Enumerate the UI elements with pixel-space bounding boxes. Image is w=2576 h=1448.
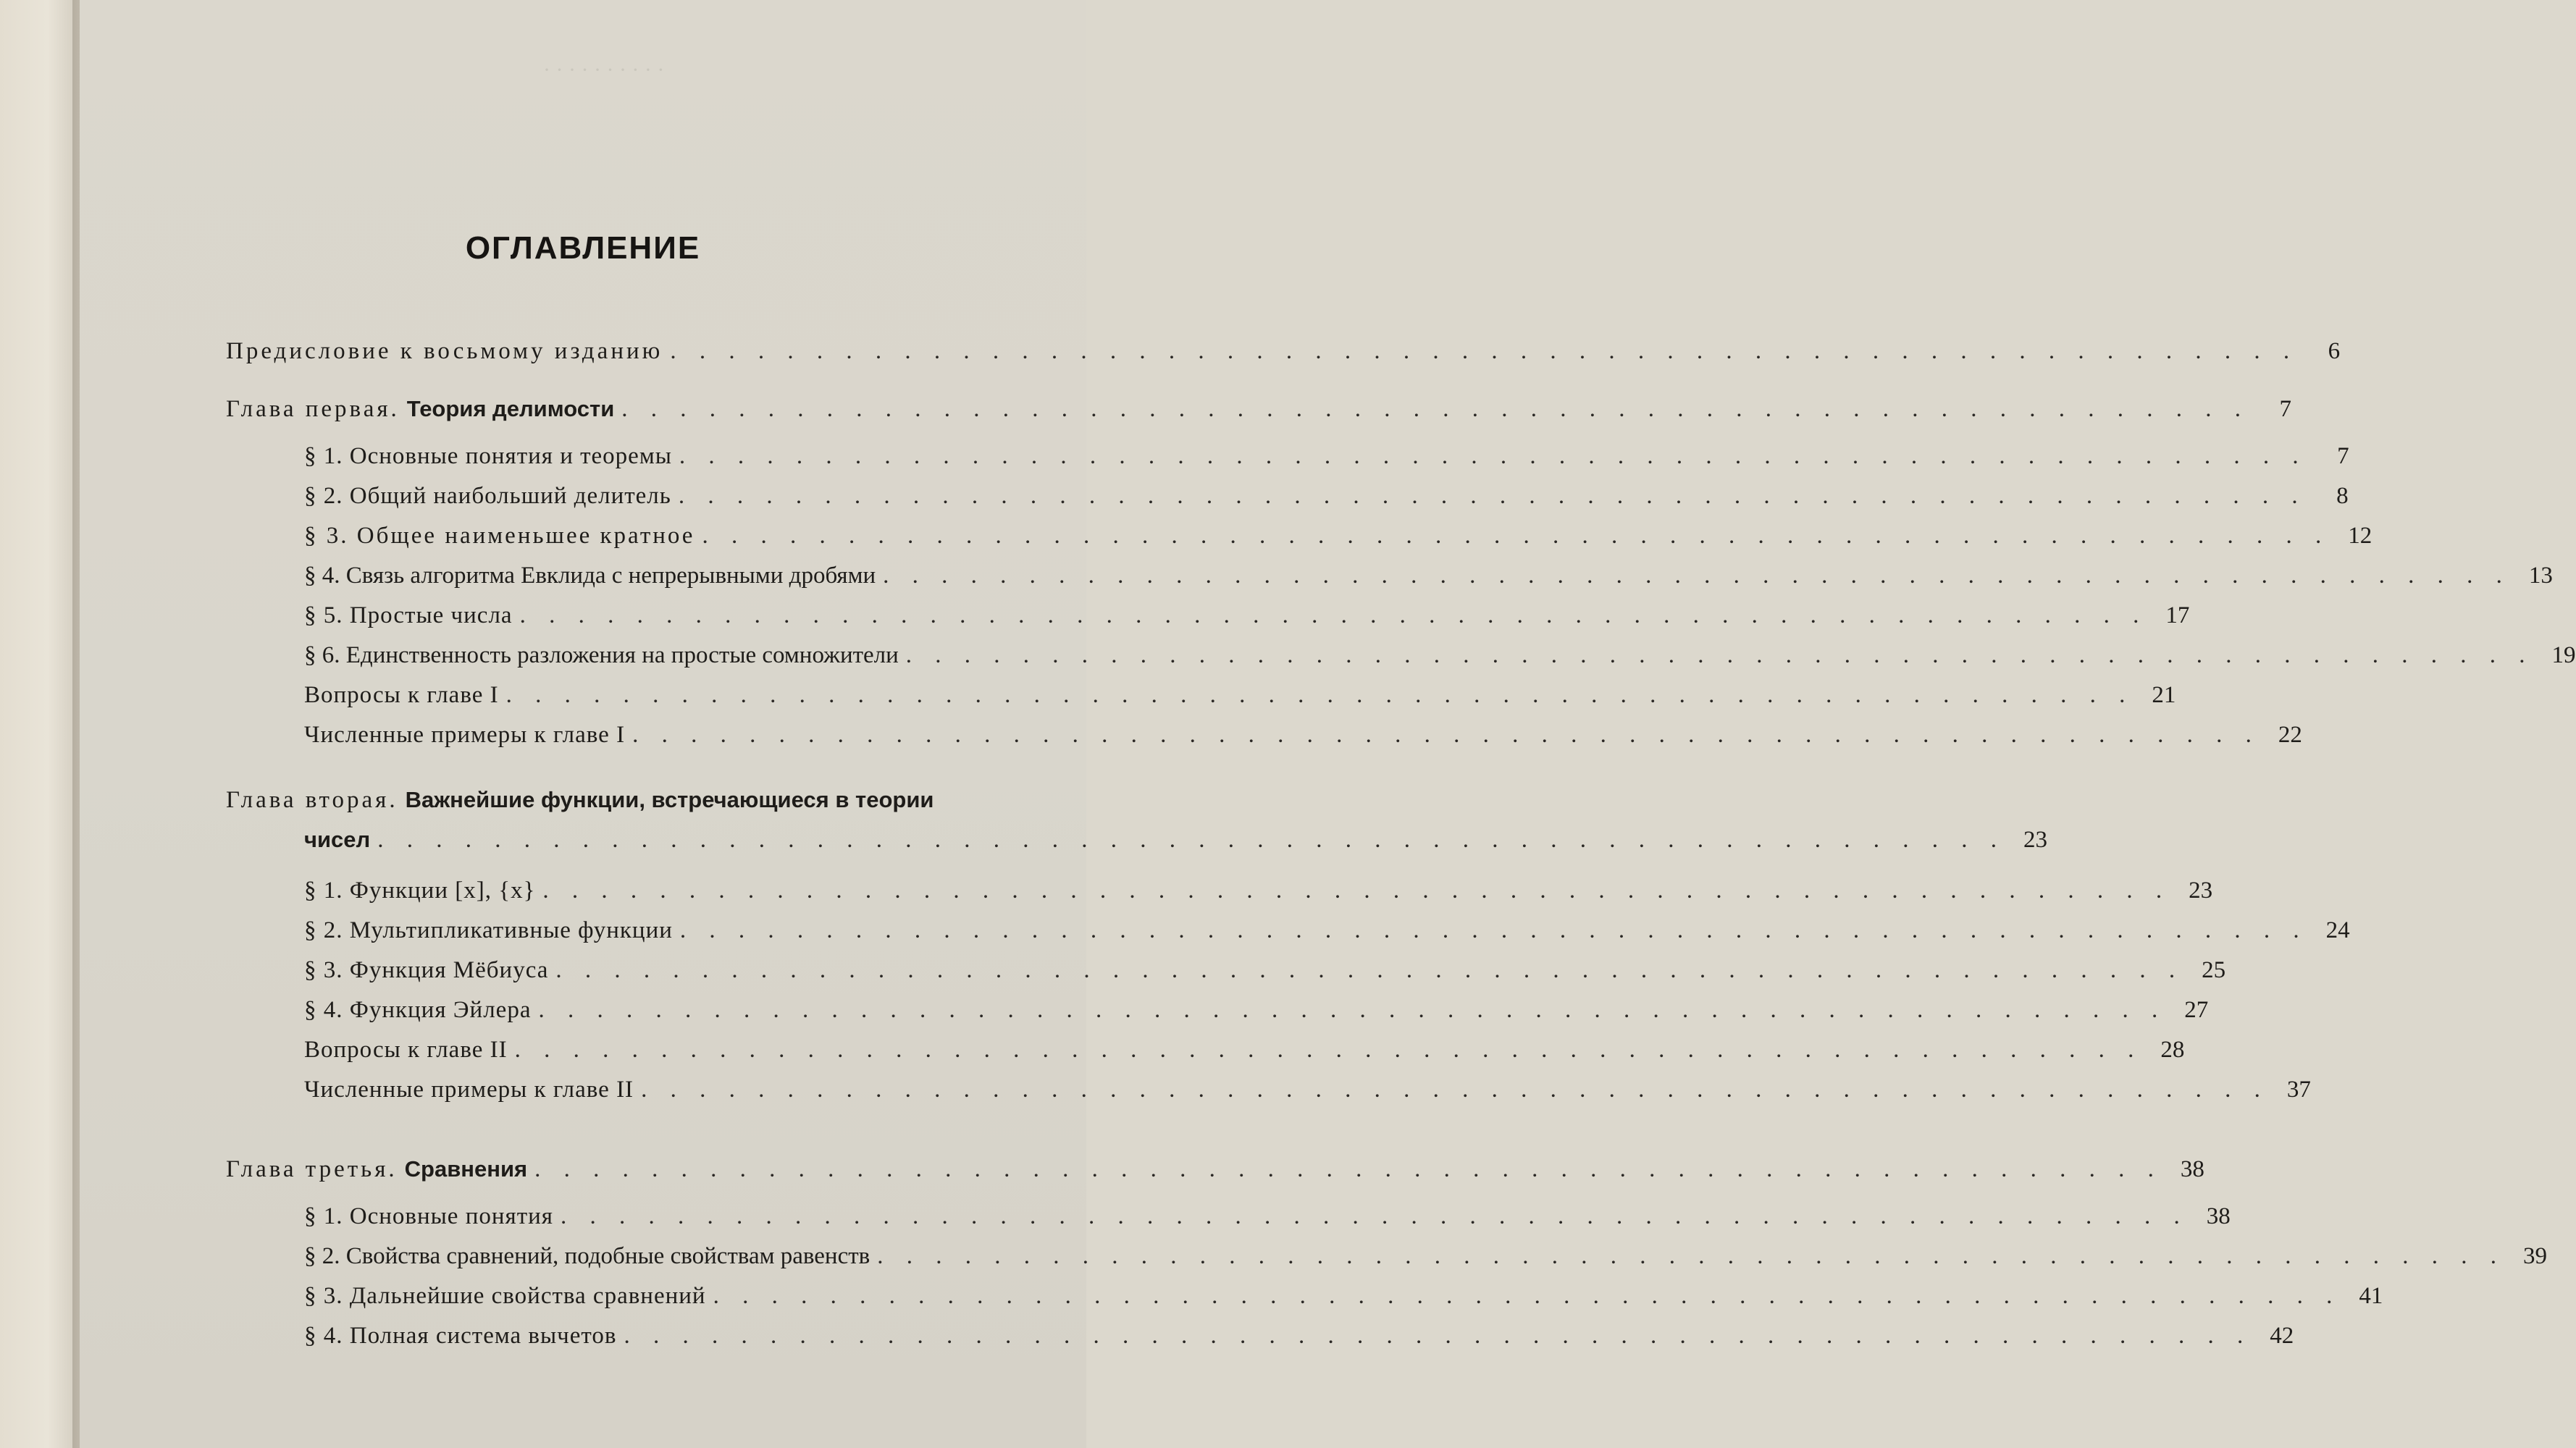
dot-leader (561, 1202, 2189, 1231)
section-label: § 3. Дальнейшие свойства сравнений (304, 1283, 706, 1309)
dot-leader (641, 1075, 2269, 1104)
section-label: § 1. Функции [x], {x} (304, 877, 536, 904)
toc-entry-ch2-s1[interactable] (304, 876, 2213, 905)
section-label: Вопросы к главе II (304, 1037, 508, 1063)
section-label: § 6. Единственность разложения на простые сомножители (304, 642, 899, 668)
toc-entry-ch3-s1[interactable] (304, 1202, 2231, 1231)
toc-entry-ch1-s6[interactable] (304, 641, 2576, 670)
page-number: 13 (2528, 563, 2553, 589)
toc-entry-ch3-s3[interactable] (304, 1281, 2383, 1310)
toc-entry-ch2-s4[interactable] (304, 996, 2209, 1024)
dot-leader (515, 1035, 2143, 1064)
page-number: 25 (2202, 957, 2226, 983)
dot-leader (877, 1242, 2505, 1271)
section-label: § 4. Связь алгоритма Евклида с непрерывными дробями (304, 563, 876, 589)
chapter-title: Сравнения (404, 1156, 528, 1182)
dot-leader (679, 442, 2307, 471)
chapter-title: Важнейшие функции, встречающиеся в теории (405, 787, 934, 812)
page-number: 42 (2270, 1323, 2294, 1349)
section-label: § 4. Полная система вычетов (304, 1323, 617, 1349)
section-label: § 5. Простые числа (304, 602, 513, 628)
toc-entry-ch3-s2[interactable] (304, 1242, 2547, 1271)
page-number: 38 (2206, 1203, 2231, 1229)
page-number: 24 (2325, 917, 2350, 943)
toc-entry-label: Предисловие к восьмому изданию (226, 338, 663, 364)
chapter-prefix: Глава первая. (226, 396, 400, 422)
page-number: 41 (2359, 1283, 2383, 1309)
toc-entry-ch2-s3[interactable] (304, 956, 2226, 985)
chapter-prefix: Глава третья. (226, 1156, 398, 1182)
page-number: 27 (2184, 997, 2209, 1023)
toc-entry-ch1-s5[interactable] (304, 601, 2190, 630)
dot-leader (702, 521, 2330, 550)
page-number: 8 (2336, 483, 2349, 509)
page-number: 21 (2152, 682, 2176, 708)
page-title: ОГЛАВЛЕНИЕ (465, 230, 701, 266)
page-number: 12 (2348, 523, 2372, 549)
dot-leader (906, 641, 2534, 670)
page-number: 19 (2551, 642, 2576, 668)
section-label: § 3. Функция Мёбиуса (304, 957, 549, 983)
section-label: § 4. Функция Эйлера (304, 997, 532, 1023)
dot-leader (679, 481, 2307, 510)
toc-entry-ch1-questions[interactable] (304, 681, 2176, 710)
page-number: 7 (2337, 443, 2349, 469)
page-number: 17 (2165, 602, 2190, 628)
toc-entry-chapter-3[interactable] (226, 1155, 2204, 1184)
section-label: Численные примеры к главе I (304, 722, 626, 748)
book-page (80, 0, 2576, 1448)
toc-entry-ch1-examples[interactable] (304, 720, 2302, 749)
chapter-prefix: Глава вторая. (226, 787, 398, 813)
dot-leader (542, 876, 2170, 905)
dot-leader (506, 681, 2134, 710)
section-label: Численные примеры к главе II (304, 1077, 634, 1103)
chapter-title: Теория делимости (406, 396, 615, 421)
section-label: § 2. Свойства сравнений, подобные свойствам равенств (304, 1243, 870, 1269)
dot-leader (670, 337, 2298, 366)
toc-entry-ch1-s3[interactable] (304, 521, 2372, 550)
left-page-margin (0, 0, 80, 1448)
dot-leader (538, 996, 2166, 1024)
dot-leader (632, 720, 2260, 749)
toc-entry-chapter-2[interactable] (226, 786, 2047, 854)
section-label: § 1. Основные понятия и теоремы (304, 443, 672, 469)
toc-entry-ch2-examples[interactable] (304, 1075, 2311, 1104)
page-number: 23 (2189, 877, 2213, 904)
dot-leader (520, 601, 2148, 630)
section-label: § 2. Общий наибольший делитель (304, 483, 671, 509)
toc-entry-ch1-s2[interactable] (304, 481, 2349, 510)
section-label: § 1. Основные понятия (304, 1203, 553, 1229)
dot-leader (883, 561, 2511, 590)
toc-entry-ch1-s4[interactable] (304, 561, 2553, 590)
page-number: 38 (2180, 1156, 2204, 1182)
dot-leader (534, 1155, 2162, 1184)
page-number: 39 (2522, 1243, 2547, 1269)
dot-leader (713, 1281, 2341, 1310)
toc-entry-chapter-1[interactable] (226, 395, 2292, 424)
toc-entry-ch1-s1[interactable] (304, 442, 2349, 471)
page-number: 37 (2286, 1077, 2311, 1103)
bleed-through-text: · · · · · · · · · · (543, 58, 665, 82)
dot-leader (555, 956, 2183, 985)
dot-leader (621, 395, 2249, 424)
page-number: 6 (2328, 338, 2341, 364)
page-number: 7 (2279, 396, 2292, 422)
section-label: Вопросы к главе I (304, 682, 499, 708)
dot-leader (624, 1321, 2252, 1350)
chapter-title-continued: чисел (304, 827, 371, 852)
section-label: § 2. Мультипликативные функции (304, 917, 673, 943)
toc-entry-ch3-s4[interactable] (304, 1321, 2294, 1350)
toc-entry-ch2-s2[interactable] (304, 916, 2350, 945)
page-number: 22 (2278, 722, 2302, 748)
dot-leader (377, 825, 2005, 854)
toc-entry-ch2-questions[interactable] (304, 1035, 2185, 1064)
page-number: 28 (2160, 1037, 2185, 1063)
page-number: 23 (2023, 827, 2047, 853)
dot-leader (680, 916, 2308, 945)
toc-entry-preface[interactable] (226, 337, 2341, 366)
section-label: § 3. Общее наименьшее кратное (304, 523, 695, 549)
